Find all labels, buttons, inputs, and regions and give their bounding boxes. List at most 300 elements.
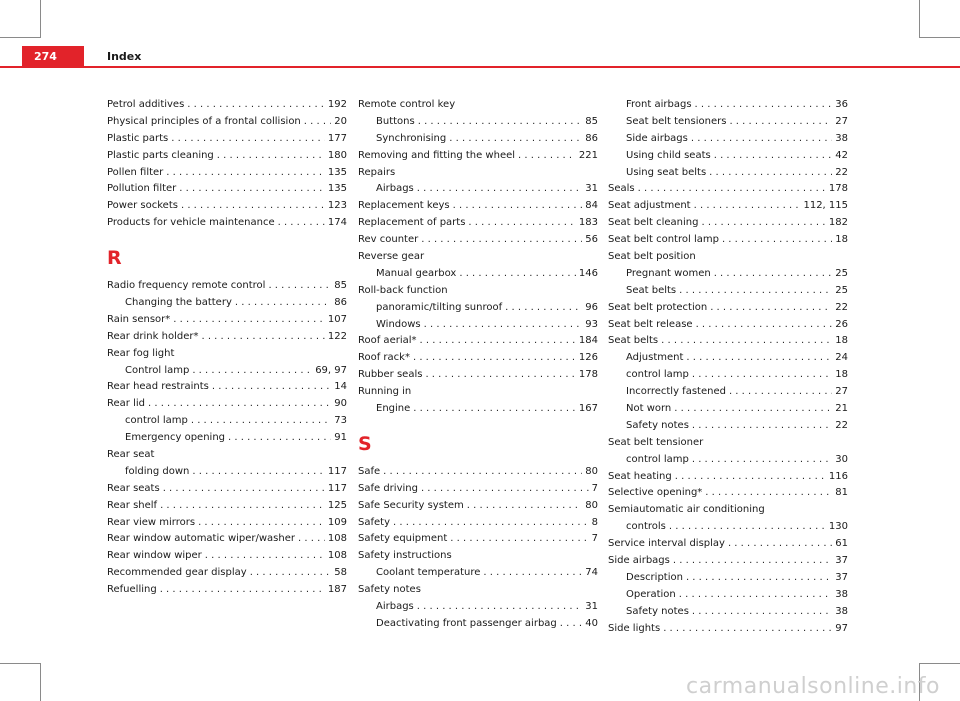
index-entry [358,232,598,249]
index-subentry [608,148,848,165]
index-entry [358,215,598,232]
page-title: Index [107,50,142,63]
leader-dots [217,148,325,165]
page-reference: 73 [334,415,347,427]
index-subentry [358,401,598,418]
entry-label: Recommended gear display [107,567,247,579]
crop-mark [40,663,41,701]
leader-dots [661,333,832,350]
page-reference: 7 [591,533,598,545]
index-entry [358,515,598,532]
entry-label: Rev counter [358,234,419,246]
entry-label: Safe driving [358,482,418,494]
entry-label: Rear seats [107,482,160,494]
index-column-1 [107,97,347,599]
index-entry [358,350,598,367]
entry-label: Seat belts [626,284,677,296]
page-reference: 69, 97 [315,364,347,376]
leader-dots [714,148,833,165]
page-reference: 184 [578,335,598,347]
index-entry [107,97,347,114]
leader-dots [694,198,801,215]
leader-dots [692,418,832,435]
index-entry [358,333,598,350]
leader-dots [166,165,325,182]
page-reference: 36 [835,99,848,110]
leader-dots [722,232,832,249]
entry-label: Side airbags [608,555,670,567]
index-entry [358,531,598,548]
entry-label: control lamp [626,453,689,465]
index-entry [608,435,848,452]
entry-label: Rear lid [107,398,145,410]
index-entry [107,515,347,532]
index-entry [608,536,848,553]
page-reference: 20 [334,115,347,127]
page-reference: 126 [578,352,598,364]
entry-label: Airbags [376,601,414,613]
index-subentry [107,464,347,481]
page-reference: 93 [585,318,598,330]
page-reference: 91 [334,432,347,444]
index-column-3 [608,97,848,638]
page-reference: 180 [327,149,347,161]
entry-label: Rear view mirrors [107,516,196,528]
leader-dots [686,350,832,367]
page-reference: 74 [585,567,598,579]
header-rule [0,66,960,68]
index-subentry [608,266,848,283]
crop-mark [0,37,40,38]
entry-label: Seals [608,183,635,195]
index-entry [107,278,347,295]
index-entry [608,485,848,502]
entry-label: Incorrectly fastened [626,386,726,398]
index-entry [358,548,598,565]
index-entry [608,300,848,317]
leader-dots [674,401,832,418]
entry-label: Running in [358,386,412,398]
leader-dots [160,582,325,599]
entry-label: controls [626,521,666,533]
index-entry [358,148,598,165]
entry-label: Seat belt cleaning [608,217,699,229]
page-reference: 25 [835,284,848,296]
index-entry [358,498,598,515]
leader-dots [198,515,325,532]
index-subentry [608,165,848,182]
entry-label: Side airbags [626,132,688,144]
page-reference: 80 [585,499,598,511]
index-subentry [608,587,848,604]
entry-label: control lamp [626,369,689,381]
index-subentry [358,114,598,131]
page-reference: 56 [585,234,598,246]
entry-label: Replacement of parts [358,217,466,229]
entry-label: Pregnant women [626,267,711,279]
page-reference: 22 [835,166,848,178]
leader-dots [425,367,575,384]
leader-dots [705,485,832,502]
leader-dots [192,363,312,380]
page-reference: 177 [327,132,347,144]
page-reference: 22 [835,301,848,313]
entry-label: Seat belt protection [608,301,708,313]
page-reference: 122 [327,330,347,342]
page-reference: 26 [835,318,848,330]
leader-dots [483,565,582,582]
entry-label: Rear shelf [107,499,158,511]
index-entry [608,181,848,198]
leader-dots [421,232,582,249]
index-subentry [608,418,848,435]
index-subentry [358,317,598,334]
entry-label: Changing the battery [125,297,232,309]
index-entry [107,582,347,599]
entry-label: Seat belt position [608,251,696,263]
leader-dots [420,333,576,350]
leader-dots [728,536,832,553]
leader-dots [696,317,833,334]
leader-dots [453,198,583,215]
page-reference: 81 [835,487,848,499]
index-subentry [358,266,598,283]
leader-dots [518,148,576,165]
entry-label: Replacement keys [358,200,450,212]
index-subentry [608,350,848,367]
page-reference: 85 [585,115,598,127]
entry-label: Not worn [626,403,672,415]
page-reference: 178 [578,369,598,381]
leader-dots [692,367,832,384]
leader-dots [729,114,832,131]
index-subentry [358,181,598,198]
page-reference: 27 [835,386,848,398]
index-entry [107,396,347,413]
index-subentry [608,452,848,469]
leader-dots [709,165,832,182]
entry-label: Safety equipment [358,533,448,545]
leader-dots [173,312,325,329]
leader-dots [417,181,583,198]
page-reference: 31 [585,183,598,195]
index-entry [358,582,598,599]
entry-label: Safety notes [626,419,689,431]
page-reference: 27 [835,115,848,127]
index-entry [107,498,347,515]
page-reference: 7 [591,482,598,494]
entry-label: Rear window wiper [107,550,202,562]
entry-label: Safety notes [626,605,689,617]
leader-dots [383,464,582,481]
page-reference: 21 [835,403,848,415]
leader-dots [179,181,325,198]
index-entry [107,114,347,131]
entry-label: Using child seats [626,149,711,161]
index-entry [107,198,347,215]
leader-dots [413,401,576,418]
leader-dots [421,481,589,498]
leader-dots [560,616,582,633]
index-entry [358,249,598,266]
index-column-2 [358,97,598,633]
entry-label: Emergency opening [125,432,225,444]
entry-label: Safe Security system [358,499,464,511]
page-reference: 125 [327,499,347,511]
entry-label: Manual gearbox [376,267,457,279]
leader-dots [148,396,331,413]
entry-label: Synchronising [376,132,447,144]
page-reference: 86 [334,297,347,309]
page-reference: 182 [828,217,848,229]
page-reference: 96 [585,301,598,313]
entry-label: Removing and fitting the wheel [358,149,516,161]
entry-label: Seat belt control lamp [608,234,719,246]
entry-label: Roof rack* [358,352,410,364]
entry-label: Rear head restraints [107,381,209,393]
watermark: carmanualsonline.info [686,674,940,699]
page-reference: 116 [828,470,848,482]
index-subentry [358,599,598,616]
page-reference: 8 [591,516,598,528]
entry-label: Rear drink holder* [107,330,199,342]
leader-dots [701,215,825,232]
page-reference: 97 [835,622,848,634]
entry-label: Safety instructions [358,550,452,562]
leader-dots [459,266,576,283]
index-entry [107,131,347,148]
leader-dots [424,317,583,334]
leader-dots [187,97,325,114]
index-entry [107,447,347,464]
leader-dots [675,469,826,486]
index-entry [608,469,848,486]
leader-dots [663,621,832,638]
entry-label: Description [626,571,683,583]
leader-dots [686,570,832,587]
leader-dots [201,329,324,346]
page-reference: 135 [327,166,347,178]
page-reference: 167 [578,403,598,415]
index-entry [608,232,848,249]
page-reference: 183 [578,217,598,229]
leader-dots [304,114,331,131]
index-entry [107,379,347,396]
page-reference: 37 [835,555,848,567]
entry-label: Buttons [376,115,415,127]
page-reference: 24 [835,352,848,364]
leader-dots [638,181,826,198]
index-subentry [608,401,848,418]
page-reference: 58 [334,567,347,579]
entry-label: Power sockets [107,200,178,212]
section-letter: S [358,432,372,455]
index-entry [107,148,347,165]
index-entry [107,548,347,565]
entry-label: Repairs [358,166,396,178]
index-entry [608,553,848,570]
page-reference: 22 [835,419,848,431]
index-entry [608,621,848,638]
entry-label: Selective opening* [608,487,703,499]
entry-label: Rear window automatic wiper/washer [107,533,295,545]
entry-label: Seat belt tensioners [626,115,727,127]
leader-dots [695,97,833,114]
leader-dots [669,519,826,536]
page-number: 274 [34,50,57,63]
index-entry [608,249,848,266]
crop-mark [920,37,960,38]
entry-label: Airbags [376,183,414,195]
leader-dots [160,498,325,515]
page-reference: 84 [585,200,598,212]
page-reference: 14 [334,381,347,393]
page-reference: 108 [327,533,347,545]
index-entry [358,481,598,498]
page-reference: 109 [327,516,347,528]
leader-dots [298,531,325,548]
crop-mark [919,0,920,38]
entry-label: Operation [626,588,676,600]
index-subentry [608,131,848,148]
leader-dots [714,266,833,283]
index-entry [608,215,848,232]
index-subentry [608,97,848,114]
entry-label: Rain sensor* [107,313,171,325]
entry-label: Roof aerial* [358,335,417,347]
leader-dots [673,553,832,570]
page-reference: 178 [828,183,848,195]
page-reference: 61 [835,538,848,550]
crop-mark [0,663,40,664]
entry-label: Seat heating [608,470,672,482]
index-entry [107,215,347,232]
page-reference: 108 [327,550,347,562]
index-subentry [608,384,848,401]
page-reference: 187 [327,584,347,596]
page-reference: 18 [835,369,848,381]
entry-label: Reverse gear [358,251,425,263]
index-entry [107,531,347,548]
page-reference: 221 [578,149,598,161]
index-entry [358,283,598,300]
leader-dots [171,131,325,148]
entry-label: Front airbags [626,99,692,110]
leader-dots [418,114,583,131]
leader-dots [278,215,325,232]
entry-label: Products for vehicle maintenance [107,217,275,229]
leader-dots [692,452,832,469]
index-entry [358,165,598,182]
page-reference: 31 [585,601,598,613]
page-reference: 117 [327,465,347,477]
index-subentry [608,604,848,621]
index-entry [358,464,598,481]
page-reference: 146 [578,267,598,279]
entry-label: Safety notes [358,584,421,596]
leader-dots [235,295,331,312]
entry-label: Deactivating front passenger airbag [376,617,557,629]
leader-dots [212,379,331,396]
index-entry [107,312,347,329]
index-subentry [358,616,598,633]
leader-dots [268,278,331,295]
entry-label: Semiautomatic air conditioning [608,504,765,516]
leader-dots [393,515,589,532]
section-letter: R [107,247,122,270]
leader-dots [228,430,331,447]
page-reference: 112, 115 [803,200,848,212]
leader-dots [417,599,583,616]
entry-label: Petrol additives [107,99,185,110]
entry-label: Engine [376,403,411,415]
page-reference: 123 [327,200,347,212]
index-entry [358,384,598,401]
leader-dots [679,283,832,300]
index-subentry [358,131,598,148]
page-reference: 37 [835,571,848,583]
index-entry [107,329,347,346]
page-reference: 80 [585,465,598,477]
page-reference: 85 [334,280,347,292]
page-reference: 38 [835,605,848,617]
page-reference: 130 [828,521,848,533]
index-subentry [107,295,347,312]
page-reference: 40 [585,617,598,629]
entry-label: Adjustment [626,352,684,364]
index-subentry [107,363,347,380]
entry-label: Roll-back function [358,284,448,296]
index-entry [358,367,598,384]
page-reference: 135 [327,183,347,195]
index-subentry [358,300,598,317]
leader-dots [691,131,832,148]
entry-label: Plastic parts [107,132,169,144]
entry-label: Plastic parts cleaning [107,149,214,161]
index-entry [107,565,347,582]
index-entry [107,346,347,363]
entry-label: Seat belts [608,335,659,347]
page-reference: 107 [327,313,347,325]
page-reference: 192 [327,99,347,110]
entry-label: Seat belt tensioner [608,436,704,448]
leader-dots [710,300,832,317]
index-subentry [107,413,347,430]
page-reference: 117 [327,482,347,494]
page-reference: 25 [835,267,848,279]
index-entry [608,333,848,350]
leader-dots [163,481,325,498]
leader-dots [413,350,576,367]
entry-label: Pollen filter [107,166,164,178]
leader-dots [205,548,325,565]
page-reference: 42 [835,149,848,161]
page-reference: 18 [835,335,848,347]
page-reference: 30 [835,453,848,465]
index-entry [608,317,848,334]
leader-dots [449,131,582,148]
leader-dots [467,498,583,515]
index-entry [107,481,347,498]
index-subentry [608,283,848,300]
crop-mark [920,663,960,664]
page-reference: 174 [327,217,347,229]
index-entry [358,97,598,114]
entry-label: Seat adjustment [608,200,691,212]
entry-label: Rear seat [107,449,155,461]
index-subentry [107,430,347,447]
leader-dots [729,384,832,401]
